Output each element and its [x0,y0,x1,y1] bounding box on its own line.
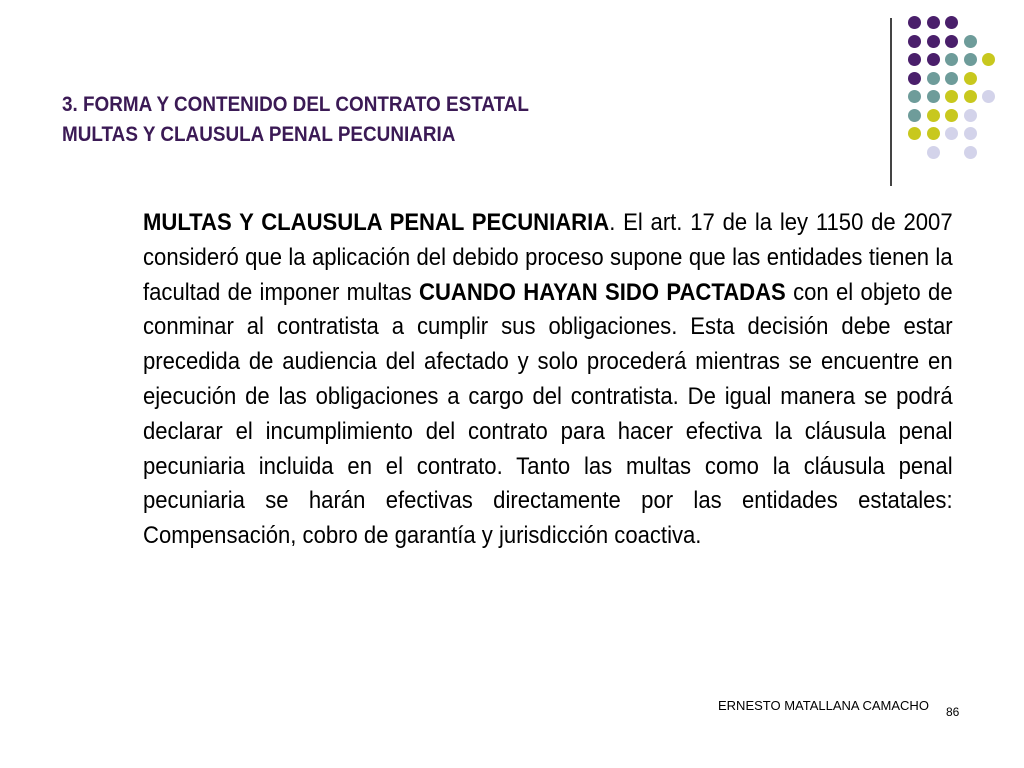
title-line-2: MULTAS Y CLAUSULA PENAL PECUNIARIA [62,123,456,146]
body-bold-heading: MULTAS Y CLAUSULA PENAL PECUNIARIA [143,209,610,236]
decorative-dot [908,72,921,85]
decorative-dot [908,90,921,103]
decorative-dot [964,72,977,85]
decorative-dot [945,90,958,103]
slide-title [62,90,746,150]
decorative-dot [964,35,977,48]
decorative-dot [964,53,977,66]
body-text-segment: con el objeto de conminar al contratista a cumplir sus obligaciones. Esta decisión debe estar precedida de audiencia del afectado y solo procederá mientras se encuentre en ejecución de las obligaciones a cargo del contratista. De igual manera se podrá declarar el incumplimiento del contrato para hacer efectiva la cláusula penal pecuniaria incluida en el contrato. Tanto las multas como la cláusula penal pecuniaria se harán efectivas directamente por las entidades estatales: Compensación, cobro de garantía y jurisdicción coactiva. [143,278,953,550]
decorative-dot [927,16,940,29]
decorative-dot [982,90,995,103]
body-text-segment: . El art. 17 de la ley 1150 de 2007 consideró que la aplicación del debido proceso supone que las entidades tienen la facultad de imponer multas [143,209,953,306]
decorative-dot [945,109,958,122]
decorative-dot [908,16,921,29]
decorative-dot [927,109,940,122]
title-line-1: 3. FORMA Y CONTENIDO DEL CONTRATO ESTATAL [62,93,529,116]
decorative-dot [927,90,940,103]
vertical-divider [890,18,892,186]
decorative-dot [927,53,940,66]
decorative-dot [927,72,940,85]
decorative-dot [945,53,958,66]
decorative-dot [945,35,958,48]
decorative-dot [927,35,940,48]
decorative-dot [964,146,977,159]
body-paragraph [143,206,953,554]
decorative-dot [945,72,958,85]
decorative-dot [964,127,977,140]
decorative-dot [908,35,921,48]
footer-author: ERNESTO MATALLANA CAMACHO [718,698,929,713]
decorative-dot [927,127,940,140]
page-number: 86 [946,705,960,719]
decorative-dot [964,109,977,122]
decorative-dot [908,53,921,66]
decorative-dot [945,127,958,140]
body-bold-emphasis: CUANDO HAYAN SIDO PACTADAS [419,278,786,306]
decorative-dot [964,90,977,103]
decorative-dot [908,109,921,122]
decorative-dot [945,16,958,29]
decorative-dot [908,127,921,140]
decorative-dot [982,53,995,66]
decorative-dot-grid [908,16,1018,166]
decorative-dot [927,146,940,159]
